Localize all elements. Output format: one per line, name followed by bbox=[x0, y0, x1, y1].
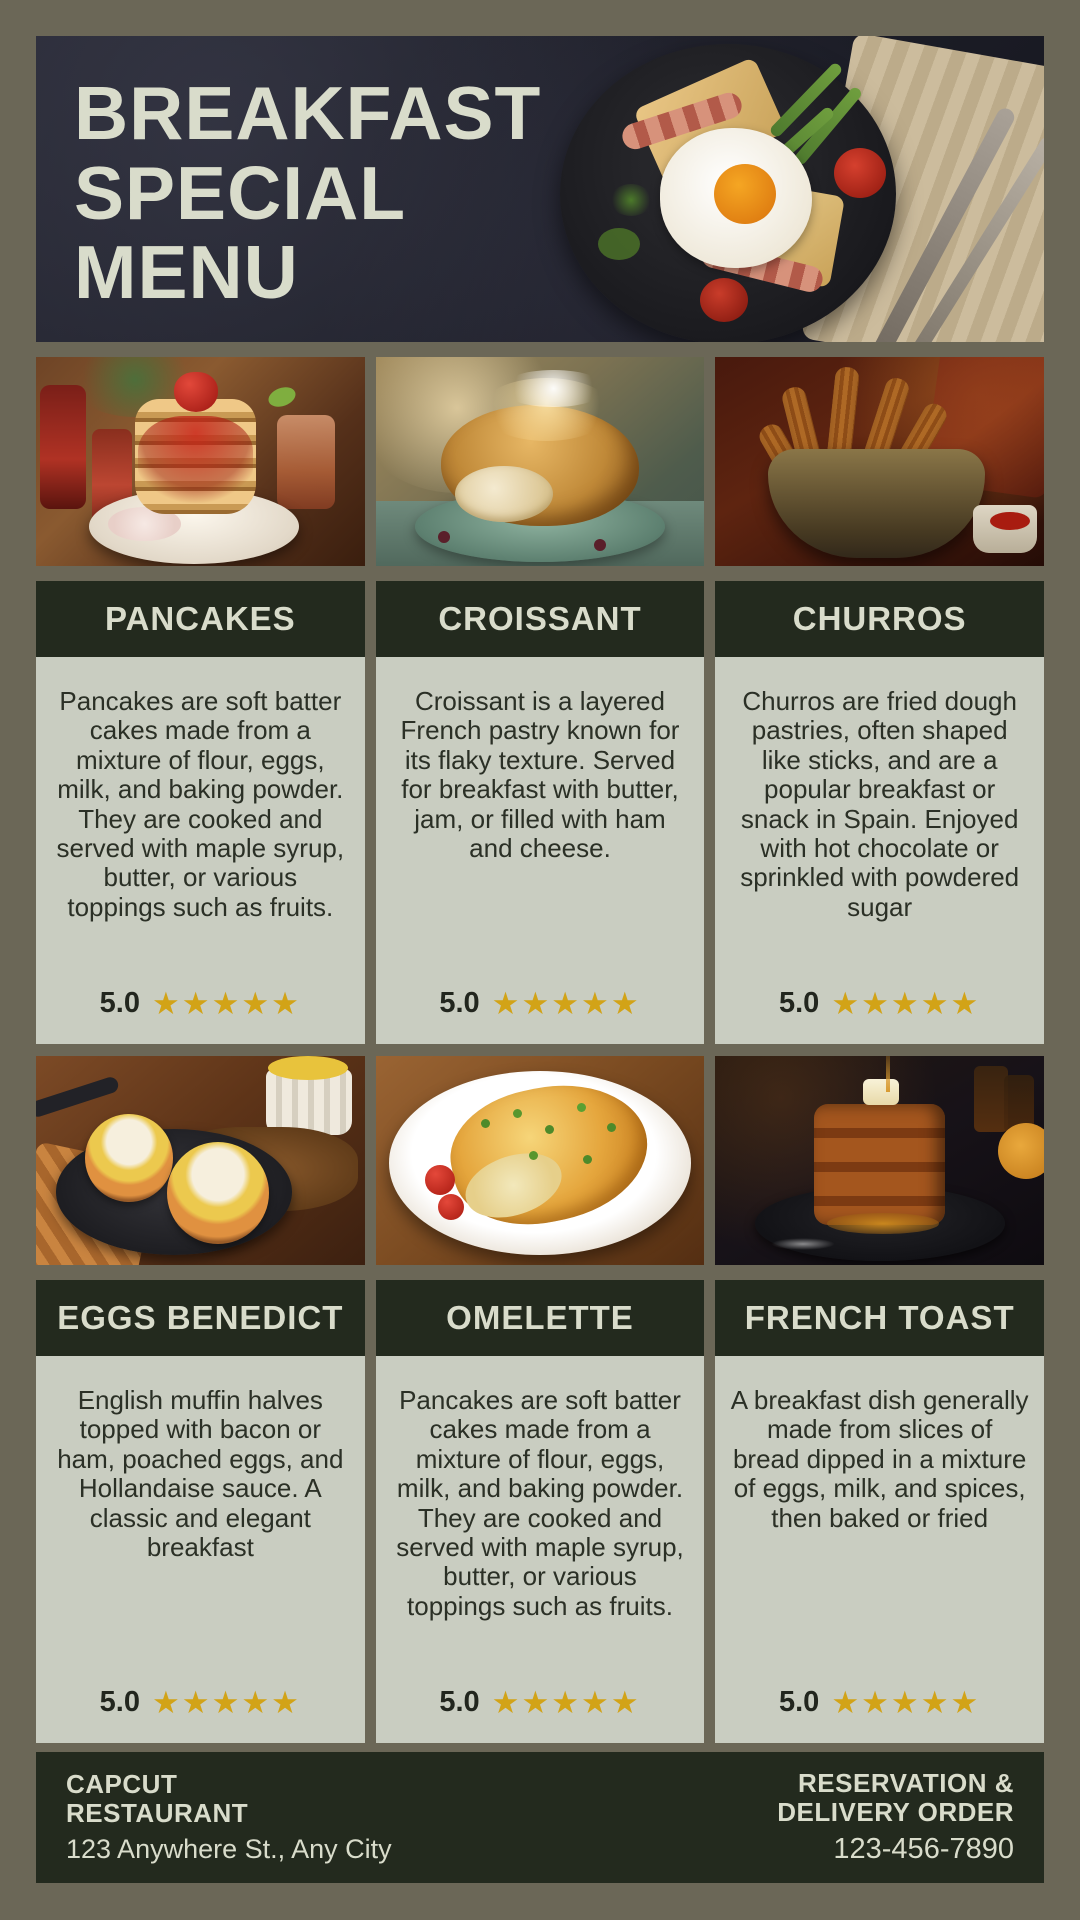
syrup-drizzle-shape bbox=[886, 1056, 890, 1092]
item-description: Pancakes are soft batter cakes made from a mixture of flour, eggs, milk, and baking powder. They are cooked and served with maple syrup, butter, or various toppings such as fruits. bbox=[396, 1385, 684, 1621]
item-rating bbox=[715, 1686, 1044, 1719]
powdered-sugar-shape bbox=[501, 370, 606, 408]
page-title bbox=[74, 71, 542, 314]
footer-bar bbox=[36, 1752, 1044, 1883]
item-body bbox=[36, 1356, 365, 1743]
star-rating-icon: ★★★★★ bbox=[491, 1685, 641, 1720]
cream-filling-shape bbox=[455, 466, 554, 522]
sauce-shape bbox=[268, 1056, 348, 1080]
item-body bbox=[376, 1356, 705, 1743]
item-name: PANCAKES bbox=[36, 581, 365, 657]
item-description: English muffin halves topped with bacon or ham, poached eggs, and Hollandaise sauce. A classic and elegant breakfast bbox=[57, 1385, 344, 1562]
item-name: OMELETTE bbox=[376, 1280, 705, 1356]
item-body bbox=[376, 657, 705, 1044]
croissant-photo bbox=[376, 357, 705, 566]
item-name: FRENCH TOAST bbox=[715, 1280, 1044, 1356]
star-rating-icon: ★★★★★ bbox=[831, 1685, 981, 1720]
butter-shape bbox=[863, 1079, 899, 1105]
item-name: CROISSANT bbox=[376, 581, 705, 657]
skillet-handle-shape bbox=[36, 1076, 120, 1120]
reservation-info bbox=[777, 1769, 1014, 1866]
tomato-shape bbox=[425, 1165, 455, 1195]
item-description: Pancakes are soft batter cakes made from a mixture of flour, eggs, milk, and baking powder. They are cooked and served with maple syrup, butter, or various toppings such as fruits. bbox=[56, 686, 345, 922]
candle-shape bbox=[277, 415, 335, 509]
jam-jar-shape bbox=[40, 385, 86, 509]
parsley-shape bbox=[610, 184, 652, 216]
photo-row-2 bbox=[36, 1056, 1044, 1265]
rating-value: 5.0 bbox=[779, 987, 820, 1019]
star-rating-icon: ★★★★★ bbox=[152, 986, 301, 1021]
reservation-label-line: RESERVATION & bbox=[798, 1767, 1014, 1798]
rating-value: 5.0 bbox=[439, 987, 480, 1019]
item-rating bbox=[715, 987, 1044, 1020]
menu-item-card-pancakes bbox=[36, 581, 365, 1044]
restaurant-info bbox=[66, 1770, 392, 1865]
item-rating bbox=[36, 987, 365, 1020]
menu-item-card-croissant bbox=[376, 581, 705, 1044]
strawberry-shape bbox=[174, 372, 218, 412]
omelette-photo bbox=[376, 1056, 705, 1265]
bottle-shape bbox=[974, 1066, 1008, 1132]
benedict-stack-shape bbox=[85, 1114, 173, 1202]
rating-value: 5.0 bbox=[779, 1686, 820, 1718]
churros-photo bbox=[715, 357, 1044, 566]
photo-row-1 bbox=[36, 357, 1044, 566]
tomato-shape bbox=[438, 1194, 464, 1220]
item-name: EGGS BENEDICT bbox=[36, 1280, 365, 1356]
egg-yolk-shape bbox=[714, 164, 776, 224]
sauce-shape bbox=[990, 512, 1030, 530]
page-title-line: MENU bbox=[74, 230, 299, 314]
eggs-benedict-photo bbox=[36, 1056, 365, 1265]
card-row-2 bbox=[36, 1280, 1044, 1743]
star-rating-icon: ★★★★★ bbox=[152, 1685, 301, 1720]
menu-item-card-eggs-benedict bbox=[36, 1280, 365, 1743]
reservation-label-line: DELIVERY ORDER bbox=[777, 1796, 1014, 1827]
item-description: Croissant is a layered French pastry known for its flaky texture. Served for breakfast with butter, jam, or filled with ham and cheese. bbox=[400, 686, 680, 863]
rating-value: 5.0 bbox=[99, 987, 140, 1019]
item-rating bbox=[376, 987, 705, 1020]
french-toast-photo bbox=[715, 1056, 1044, 1265]
card-row-1 bbox=[36, 581, 1044, 1044]
item-body bbox=[36, 657, 365, 1044]
item-description: A breakfast dish generally made from slices of bread dipped in a mixture of eggs, milk, and spices, then baked or fried bbox=[730, 1385, 1029, 1533]
item-rating bbox=[376, 1686, 705, 1719]
tomato-shape bbox=[834, 148, 886, 198]
mint-leaf-shape bbox=[265, 384, 297, 410]
berry-shape bbox=[438, 531, 450, 543]
lemon-shape bbox=[998, 1123, 1044, 1179]
restaurant-address: 123 Anywhere St., Any City bbox=[66, 1834, 392, 1865]
page-title-line: BREAKFAST bbox=[74, 71, 542, 155]
item-name: CHURROS bbox=[715, 581, 1044, 657]
toast-stack-shape bbox=[814, 1104, 945, 1225]
page-title-line: SPECIAL bbox=[74, 150, 407, 235]
rating-value: 5.0 bbox=[439, 1686, 480, 1718]
star-rating-icon: ★★★★★ bbox=[491, 986, 641, 1021]
menu-item-card-french-toast bbox=[715, 1280, 1044, 1743]
phone-number: 123-456-7890 bbox=[833, 1833, 1014, 1866]
menu-item-card-omelette bbox=[376, 1280, 705, 1743]
item-body bbox=[715, 1356, 1044, 1743]
rating-value: 5.0 bbox=[99, 1686, 140, 1718]
item-rating bbox=[36, 1686, 365, 1719]
item-body bbox=[715, 657, 1044, 1044]
pancakes-photo bbox=[36, 357, 365, 566]
item-description: Churros are fried dough pastries, often shaped like sticks, and are a popular breakfast or snack in Spain. Enjoyed with hot chocolate or sprinkled with powdered sugar bbox=[740, 686, 1020, 922]
syrup-pool-shape bbox=[827, 1213, 939, 1234]
benedict-stack-shape bbox=[167, 1142, 269, 1244]
hero-banner bbox=[36, 36, 1044, 342]
chives-shape bbox=[481, 1119, 490, 1128]
restaurant-name-line: CAPCUT bbox=[66, 1768, 178, 1799]
star-rating-icon: ★★★★★ bbox=[831, 986, 981, 1021]
menu-item-card-churros bbox=[715, 581, 1044, 1044]
syrup-shape bbox=[138, 416, 253, 504]
restaurant-name-line: RESTAURANT bbox=[66, 1797, 249, 1828]
tomato-shape bbox=[700, 278, 748, 322]
bowl-shape bbox=[768, 449, 985, 558]
